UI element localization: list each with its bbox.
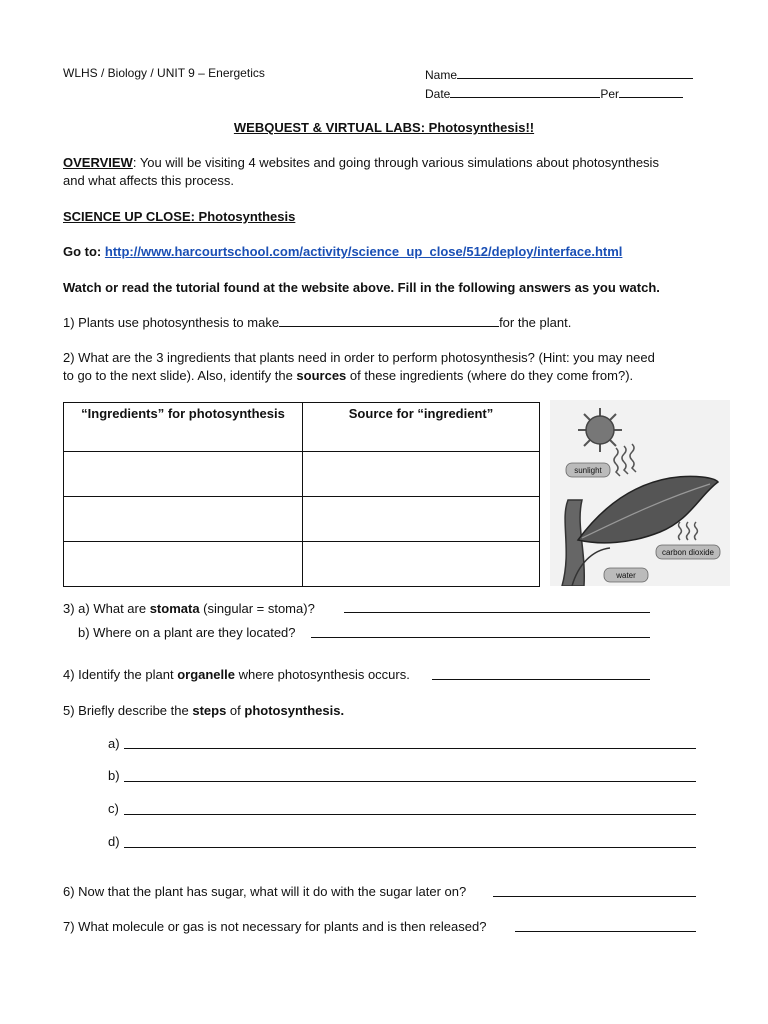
name-label: Name [425,68,458,82]
table-header-row [64,403,540,452]
sunlight-label: sunlight [574,466,602,475]
question-1 [63,314,571,332]
q2-line-1: 2) What are the 3 ingredients that plants need in order to perform photosynthesis? (Hint: you may need [63,350,655,365]
question-6: 6) Now that the plant has sugar, what will it do with the sugar later on? [63,884,467,899]
q4-text: 4) Identify the plant [63,667,178,682]
q3a-blank[interactable] [344,612,650,613]
per-label: Per [600,87,620,101]
table-row [64,497,540,542]
date-per-line [425,85,683,101]
step-b-blank[interactable] [124,781,696,782]
q1-text: 1) Plants use photosynthesis to make [63,315,280,330]
q5-mid: of [226,703,245,718]
ingredient-cell[interactable] [64,452,303,497]
q4-blank[interactable] [432,679,650,680]
table-row [64,452,540,497]
q3a-text: 3) a) What are [63,601,150,616]
q4-after: where photosynthesis occurs. [234,667,410,682]
question-4 [63,666,410,684]
q2-bold: sources [296,368,347,383]
step-a-label: a) [108,736,120,751]
website-link[interactable]: http://www.harcourtschool.com/activity/science_up_close/512/deploy/interface.html [104,244,623,259]
col-ingredients: “Ingredients” for photosynthesis [64,403,303,452]
water-label: water [616,571,636,580]
overview-line-1 [63,154,659,172]
ingredient-cell[interactable] [64,497,303,542]
course-header: WLHS / Biology / UNIT 9 – Energetics [63,66,265,80]
source-cell[interactable] [303,452,540,497]
step-b-label: b) [108,768,120,783]
col-source: Source for “ingredient” [303,403,540,452]
step-a-blank[interactable] [124,748,696,749]
q3a-bold: stomata [149,601,200,616]
question-3a [63,600,315,618]
question-5 [63,702,344,720]
overview-text-2: and what affects this process. [63,173,235,188]
q2-text: to go to the next slide). Also, identify the [63,368,297,383]
section-title: SCIENCE UP CLOSE: Photosynthesis [63,209,296,224]
ingredient-cell[interactable] [64,542,303,587]
step-d-blank[interactable] [124,847,696,848]
q2-line-2 [63,367,633,385]
step-c-blank[interactable] [124,814,696,815]
question-3b: b) Where on a plant are they located? [78,625,296,640]
ingredients-table [63,402,540,587]
carbon-dioxide-label: carbon dioxide [661,548,715,557]
name-blank[interactable] [457,66,693,79]
q5-bold-1: steps [192,703,227,718]
source-cell[interactable] [303,497,540,542]
q3a-after: (singular = stoma)? [199,601,315,616]
name-line [425,66,693,82]
q2-after: of these ingredients (where do they come from?). [346,368,634,383]
q1-after: for the plant. [499,315,572,330]
q7-blank[interactable] [515,931,696,932]
q5-bold-2: photosynthesis. [244,703,345,718]
step-c-label: c) [108,801,119,816]
date-label: Date [425,87,451,101]
q5-text: 5) Briefly describe the [63,703,193,718]
instructions: Watch or read the tutorial found at the website above. Fill in the following answers as you watch. [63,280,660,295]
goto-line [63,243,622,261]
q3b-blank[interactable] [311,637,650,638]
stem-shape [562,500,584,586]
per-blank[interactable] [619,85,683,98]
q6-blank[interactable] [493,896,696,897]
overview-label: OVERVIEW [63,155,133,170]
q1-blank[interactable] [279,314,499,327]
step-d-label: d) [108,834,120,849]
table-row [64,542,540,587]
page-title: WEBQUEST & VIRTUAL LABS: Photosynthesis!! [233,120,535,135]
source-cell[interactable] [303,542,540,587]
q4-bold: organelle [177,667,235,682]
photosynthesis-diagram [550,400,730,586]
overview-text-1: : You will be visiting 4 websites and going through various simulations about photosynthesis [132,155,659,170]
question-7: 7) What molecule or gas is not necessary for plants and is then released? [63,919,487,934]
goto-label: Go to: [63,244,105,259]
sun-icon [578,408,622,452]
date-blank[interactable] [450,85,600,98]
